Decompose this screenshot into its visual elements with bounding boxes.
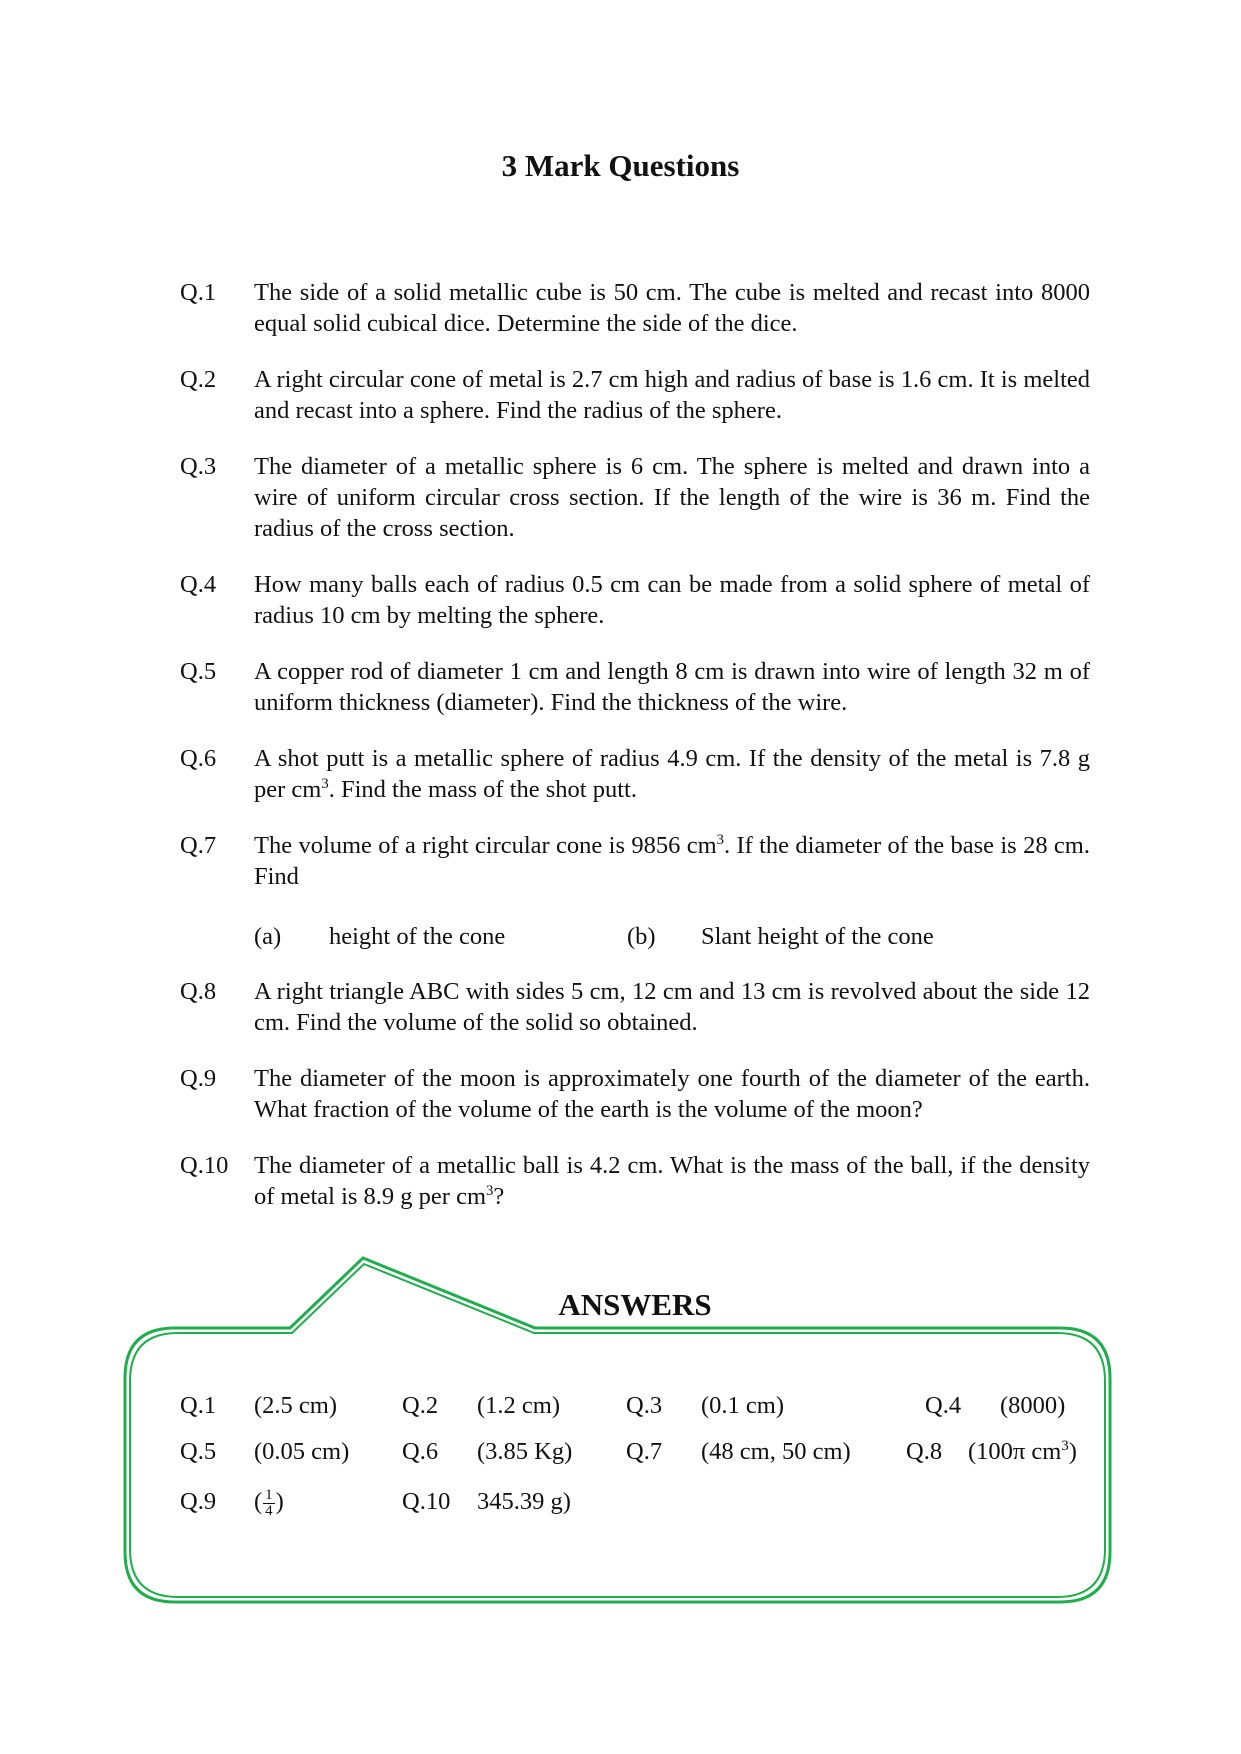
question-text: The diameter of the moon is approximately one fourth of the diameter of the earth. What fraction of the volume of the earth is the volume of the moon? — [254, 1065, 1090, 1123]
answer-number: Q.8 — [906, 1438, 943, 1465]
part-a-label: (a) — [254, 923, 282, 950]
question-text: The side of a solid metallic cube is 50 cm. The cube is melted and recast into 8000 equal solid cubical dice. Determine the side of the dice. — [254, 279, 1090, 337]
question-number: Q.3 — [180, 453, 217, 480]
answer-value: (3.85 Kg) — [477, 1438, 573, 1465]
answer-number: Q.3 — [626, 1392, 663, 1419]
part-b-label: (b) — [627, 923, 656, 950]
answer-value: (2.5 cm) — [254, 1392, 337, 1419]
question-text: A right triangle ABC with sides 5 cm, 12 cm and 13 cm is revolved about the side 12 cm. Find the volume of the solid so obtained. — [254, 978, 1090, 1036]
question-text: The volume of a right circular cone is 9856 $cm^3$. If the diameter of the base is 28 cm. Find — [254, 831, 1090, 890]
question-number: Q.8 — [180, 978, 217, 1005]
answer-number: Q.2 — [402, 1392, 439, 1419]
answer-number: Q.4 — [925, 1392, 962, 1419]
answer-number: Q.5 — [180, 1438, 217, 1465]
answer-number: Q.9 — [180, 1488, 217, 1515]
page-title: 3 Mark Questions — [501, 148, 740, 183]
question-text: How many balls each of radius 0.5 cm can be made from a solid sphere of metal of radius 10 cm by melting the sphere. — [254, 571, 1090, 629]
question-number: Q.1 — [180, 279, 217, 306]
answer-value: (48 cm, 50 cm) — [701, 1438, 851, 1465]
answer-number: Q.10 — [402, 1488, 451, 1515]
question-text: The diameter of a metallic ball is 4.2 cm. What is the mass of the ball, if the density of metal is 8.9 g per $cm^3$? — [254, 1152, 1090, 1210]
part-a-text: height of the cone — [329, 923, 506, 950]
answer-value: 345.39 g) — [477, 1488, 571, 1515]
answer-number: Q.1 — [180, 1392, 217, 1419]
question-number: Q.2 — [180, 366, 217, 393]
question-number: Q.9 — [180, 1065, 217, 1092]
answer-value: (8000) — [1000, 1392, 1066, 1419]
answer-value: (100π $cm^3$) — [968, 1437, 1077, 1465]
answer-value: (0.1 cm) — [701, 1392, 784, 1419]
answer-number: Q.7 — [626, 1438, 663, 1465]
answer-number: Q.6 — [402, 1438, 439, 1465]
question-text: A shot putt is a metallic sphere of radius 4.9 cm. If the density of the metal is 7.8 g per $cm^3$. Find the mass of the shot putt. — [254, 745, 1090, 803]
answer-value: (0.05 cm) — [254, 1438, 350, 1465]
answer-value: (1.2 cm) — [477, 1392, 560, 1419]
answer-value: ( $\frac{1}{4}$ ) — [254, 1486, 284, 1519]
question-number: Q.6 — [180, 745, 217, 772]
fraction: $\frac{1}{4}$ — [265, 1486, 273, 1519]
question-number: Q.4 — [180, 571, 217, 598]
question-number: Q.5 — [180, 658, 217, 685]
part-b-text: Slant height of the cone — [701, 923, 934, 950]
question-text: A copper rod of diameter 1 cm and length 8 cm is drawn into wire of length 32 m of uniform thickness (diameter). Find the thickness of the wire. — [254, 658, 1090, 716]
question-number: Q.10 — [180, 1152, 229, 1179]
question-number: Q.7 — [180, 832, 217, 859]
answers-heading: ANSWERS — [558, 1287, 712, 1322]
question-text: A right circular cone of metal is 2.7 cm high and radius of base is 1.6 cm. It is melted and recast into a sphere. Find the radius of the sphere. — [254, 366, 1090, 424]
question-text: The diameter of a metallic sphere is 6 cm. The sphere is melted and drawn into a wire of uniform circular cross section. If the length of the wire is 36 m. Find the radius of the cross section. — [254, 453, 1090, 542]
